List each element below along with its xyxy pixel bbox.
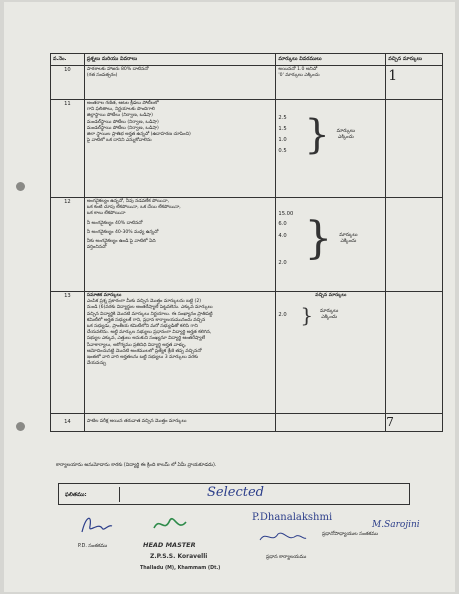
- brace-symbol: }: [304, 112, 330, 159]
- result-label: ఫలితము:: [65, 492, 87, 498]
- marks-value: 2.5: [278, 115, 287, 121]
- pd-signature: [78, 512, 114, 540]
- question-line: ఇంతలో వారి వారి అర్హతలను బట్టి సభ్యులు 3 మార్కులు వరకు: [86, 354, 199, 360]
- question-line: ఆమోదించునట్టి మొదటి అంశములలో ప్రత్యేక శ్రేణి తప్ప వచ్చినచో: [86, 348, 202, 354]
- row-question: [84, 292, 276, 414]
- table-row: [51, 414, 443, 432]
- brace-symbol: }: [304, 213, 333, 265]
- question-line: ఒక సభ్యుడు, ప్రాంతీయ కమిటీలోని మరో సభ్యుడితో కలిసి గాని: [86, 323, 198, 329]
- row-marks: [276, 292, 386, 414]
- marks-line: '0' మార్కులు ఎక్కించు: [278, 73, 320, 79]
- question-line: సభ్యుల ఎక్కువ, ఎత్తులు అనుకుని సంఖ్యనూ విద్యార్థి ఆంతరేష్యాలే: [86, 336, 205, 342]
- col-header-obtained: వచ్చిన మార్కులు: [386, 54, 443, 66]
- signature-name-1: P.Dhanalakshmi: [252, 512, 333, 523]
- marks-value: 2.0: [278, 311, 287, 318]
- row-number: 14: [51, 414, 85, 432]
- question-line: నీ అంగవైకల్యం 40-30% మధ్య ఉన్నచో: [86, 229, 159, 235]
- table-row: [51, 292, 443, 414]
- question-line: పాటిల పరీక్ష అయిన తరువాత వచ్చిన మొత్తం మార్కులు: [86, 419, 187, 425]
- result-value: Selected: [207, 485, 264, 500]
- question-line: జిల్లాస్థాయి పోటీలు (నిర్వాణ, ఒడిషా): [86, 113, 153, 119]
- question-line: ఎంపిక ప్రశ్న ప్రకారంగా మీకు వచ్చిన మొత్తం మార్కులను బట్టి (2): [86, 299, 202, 305]
- question-line: ఒక కంటి చూపు లేకపోయినా, ఒక చేయి లేకపోయినా,: [86, 205, 181, 211]
- punch-hole: [16, 182, 25, 191]
- question-line: నీ అంగవైకల్యం 40% దాటినచో: [86, 220, 143, 226]
- question-line: వర్తించినచో: [86, 245, 107, 251]
- row-obtained: [386, 198, 443, 292]
- row-marks: [276, 66, 386, 100]
- result-box: [58, 483, 410, 505]
- evaluation-table: [50, 53, 443, 432]
- question-line: ఒక కాలు లేకపోయినా: [86, 211, 126, 217]
- question-line: వేయవచ్చు: [86, 361, 107, 367]
- marks-line: అయినచో 1.0 అనిచో: [278, 67, 318, 72]
- row-question: [84, 100, 276, 198]
- row-question: [84, 198, 276, 292]
- col-header-no: వ.నెం.: [51, 54, 85, 66]
- question-line: అంగవైకల్యం ఉన్నచో, నీవు నడవలేక పోయినా,: [86, 199, 169, 204]
- row-question: [84, 414, 276, 432]
- table-header-row: [51, 54, 443, 66]
- row-number: 11: [51, 100, 85, 198]
- marks-value: 1.5: [278, 126, 287, 133]
- marks-subheader: వచ్చిన మార్కులు: [315, 293, 347, 298]
- signature-name-2: M.Sarojini: [372, 520, 420, 530]
- question-line: పై వాటిలో ఒక దానిని ఎన్నుకోవాలెను: [86, 138, 152, 144]
- col-header-marks: మార్కులు వివరములు: [276, 54, 386, 66]
- hm-signature-label: ప్రధానోపాధ్యాయుల సంతకము: [322, 532, 379, 537]
- table-row: [51, 66, 443, 100]
- marks-side-label: మార్కులు ఎక్కించు: [336, 128, 356, 141]
- row-marks: [276, 414, 386, 432]
- marks-value: 2.0: [278, 260, 287, 267]
- row-obtained: [386, 100, 443, 198]
- row-number: 10: [51, 66, 85, 100]
- row-question: [84, 66, 276, 100]
- marks-value: 6.0: [278, 221, 287, 228]
- question-line: అంతరాల గణిత, ఆటల క్రీడలు పోటీలలో: [86, 101, 159, 106]
- punch-hole: [16, 422, 25, 431]
- office-label: ప్రధాన కార్యాలయము: [266, 555, 307, 560]
- marks-value: 4.0: [278, 233, 287, 240]
- table-row: [51, 198, 443, 292]
- question-line: నుండి (6)వరకు విద్యార్థుల ఆంతరేష్యాలే పెట్టవలెను. ఎక్కువ మార్కులు: [86, 305, 213, 311]
- question-line: (గత సంవత్సరం): [86, 73, 118, 79]
- question-line: సేవాకార్యాలు, ఆరోగ్యము ప్రతినిధి విద్యార్థి అర్హత వాళ్ళు,: [86, 342, 187, 348]
- marks-value: 15.00: [278, 211, 294, 217]
- pd-signature-label: P.D. సంతకము: [78, 544, 108, 549]
- hm-scribble-signature: [258, 530, 308, 544]
- question-line: నీకు అంగవైకల్యం ఉండి పై వాటిలో ఏది: [86, 238, 156, 244]
- question-line: వచ్చిన విద్యార్థికి మొదటి మార్కులు నిర్ణయాలు. ఈ సంఖ్యానం ప్రాతిపట్టి: [86, 311, 213, 317]
- row-obtained: 7: [386, 414, 443, 432]
- question-line: మండల్‌స్థాయి పోటీలు (నిర్వాణ, ఒడిషా): [86, 119, 159, 125]
- row-number: 12: [51, 198, 85, 292]
- row-obtained: [386, 292, 443, 414]
- marks-side-label: మార్కులు ఎక్కించు: [339, 232, 358, 245]
- brace-symbol: }: [300, 303, 314, 328]
- table-row: [51, 100, 443, 198]
- question-line: కమిటీలో అర్హత సభ్యులకే గాని, ప్రధాన కార్యాలయమునందు వచ్చిన: [86, 317, 206, 323]
- green-signature: [150, 514, 190, 536]
- stamp-line-1: HEAD MASTER: [143, 541, 196, 549]
- marks-value: 0.5: [278, 148, 287, 155]
- row-obtained: 1: [386, 66, 443, 100]
- row-number: 13: [51, 292, 85, 414]
- row-marks: [276, 198, 386, 292]
- question-line: సమాజిక మార్కులు: [86, 293, 122, 298]
- question-line: మండల్‌స్థాయి పోటీలు (నిర్వాణ, ఒడిషా): [86, 125, 159, 131]
- col-header-question: ప్రశ్నలు మరియు వివరాలు: [84, 54, 276, 66]
- office-use-note: కార్యాలయాను అనుమోదాను కారకు (విద్యార్థి ఈ క్రింది కాలమ్ లో ఏమీ వ్రాయకూడదు).: [56, 463, 217, 468]
- question-line: జిలా స్థాయిల ప్రాతిభ అర్హత ఉన్నచో (ఉదాహరణ చూపించి): [86, 131, 191, 137]
- row-marks: [276, 100, 386, 198]
- question-line: చేయవలెను. అట్టి మార్కుల సభ్యులు ప్రధానంగా విద్యార్థి అర్హత కలిగిన,: [86, 330, 212, 336]
- stamp-line-3: Thalladu (M), Khammam (Dt.): [140, 566, 221, 571]
- marks-value: 1.0: [278, 137, 287, 144]
- marks-side-label: మార్కులు ఎక్కించు: [319, 308, 339, 321]
- stamp-line-2: Z.P.S.S. Koravelli: [150, 553, 208, 560]
- question-line: పాఠశాలకు హాజరు 80% దాటినచో: [86, 67, 149, 72]
- question-line: గాని ఫలితాలు, నిర్ణయాలకు పొందిగాలి: [86, 107, 155, 113]
